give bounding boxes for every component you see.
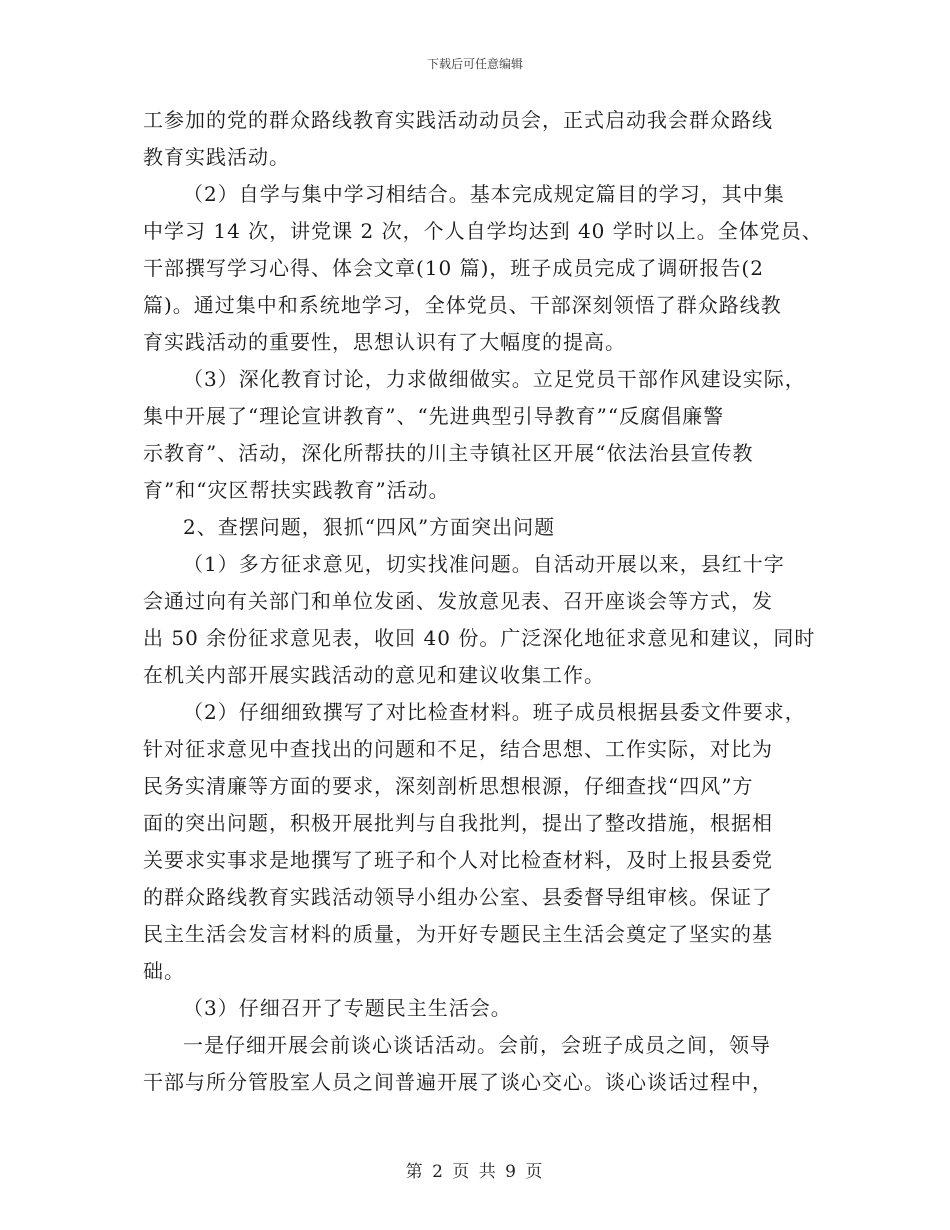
text-line: 础。 — [143, 959, 185, 983]
text-line: 教育实践活动。 — [143, 145, 290, 169]
text-line: 出 50 余份征求意见表，收回 40 份。广泛深化地征求意见和建议，同时 — [143, 626, 816, 650]
text-line: 一是仔细开展会前谈心谈话活动。会前，会班子成员之间，领导 — [183, 1033, 771, 1057]
text-line: （2）仔细细致撰写了对比检查材料。班子成员根据县委文件要求， — [183, 700, 806, 724]
text-line: 示教育”、活动，深化所帮扶的川主寺镇社区开展“依法治县宣传教 — [143, 441, 754, 465]
page-number: 第 2 页 共 9 页 — [405, 1162, 545, 1182]
text-line: 干部撰写学习心得、体会文章(10 篇)，班子成员完成了调研报告(2 — [143, 256, 764, 280]
text-line: 干部与所分管股室人员之间普遍开展了谈心交心。谈心谈话过程中， — [143, 1070, 773, 1094]
document-body — [143, 102, 823, 1101]
text-line: 育”和“灾区帮扶实践教育”活动。 — [143, 478, 450, 502]
section-heading: 2、查摆问题，狠抓“四风”方面突出问题 — [183, 515, 556, 539]
page-header: 下载后可任意编辑 — [426, 57, 523, 71]
text-line: 育实践活动的重要性，思想认识有了大幅度的提高。 — [143, 330, 626, 354]
text-line: （2）自学与集中学习相结合。基本完成规定篇目的学习，其中集 — [183, 182, 785, 206]
text-line: （1）多方征求意见，切实找准问题。自活动开展以来，县红十字 — [183, 552, 785, 576]
text-line: 会通过向有关部门和单位发函、发放意见表、召开座谈会等方式，发 — [143, 589, 773, 613]
text-line: 民务实清廉等方面的要求，深刻剖析思想根源，仔细查找“四风”方 — [143, 774, 754, 798]
text-line: 关要求实事求是地撰写了班子和个人对比检查材料，及时上报县委党 — [143, 848, 773, 872]
text-line: 中学习 14 次，讲党课 2 次，个人自学均达到 40 学时以上。全体党员、 — [143, 219, 823, 243]
text-line: 在机关内部开展实践活动的意见和建议收集工作。 — [143, 663, 605, 687]
text-line: （3）仔细召开了专题民主生活会。 — [183, 996, 512, 1020]
text-line: 篇)。通过集中和系统地学习，全体党员、干部深刻领悟了群众路线教 — [143, 293, 782, 317]
text-line: （3）深化教育讨论，力求做细做实。立足党员干部作风建设实际， — [183, 367, 806, 391]
text-line: 工参加的党的群众路线教育实践活动动员会，正式启动我会群众路线 — [143, 108, 773, 132]
text-line: 民主生活会发言材料的质量，为开好专题民主生活会奠定了坚实的基 — [143, 922, 773, 946]
text-line: 集中开展了“理论宣讲教育”、“先进典型引导教育”“反腐倡廉警 — [143, 404, 725, 428]
text-line: 的群众路线教育实践活动领导小组办公室、县委督导组审核。保证了 — [143, 885, 773, 909]
text-line: 针对征求意见中查找出的问题和不足，结合思想、工作实际，对比为 — [143, 737, 773, 761]
text-line: 面的突出问题，积极开展批判与自我批判，提出了整改措施，根据相 — [143, 811, 773, 835]
